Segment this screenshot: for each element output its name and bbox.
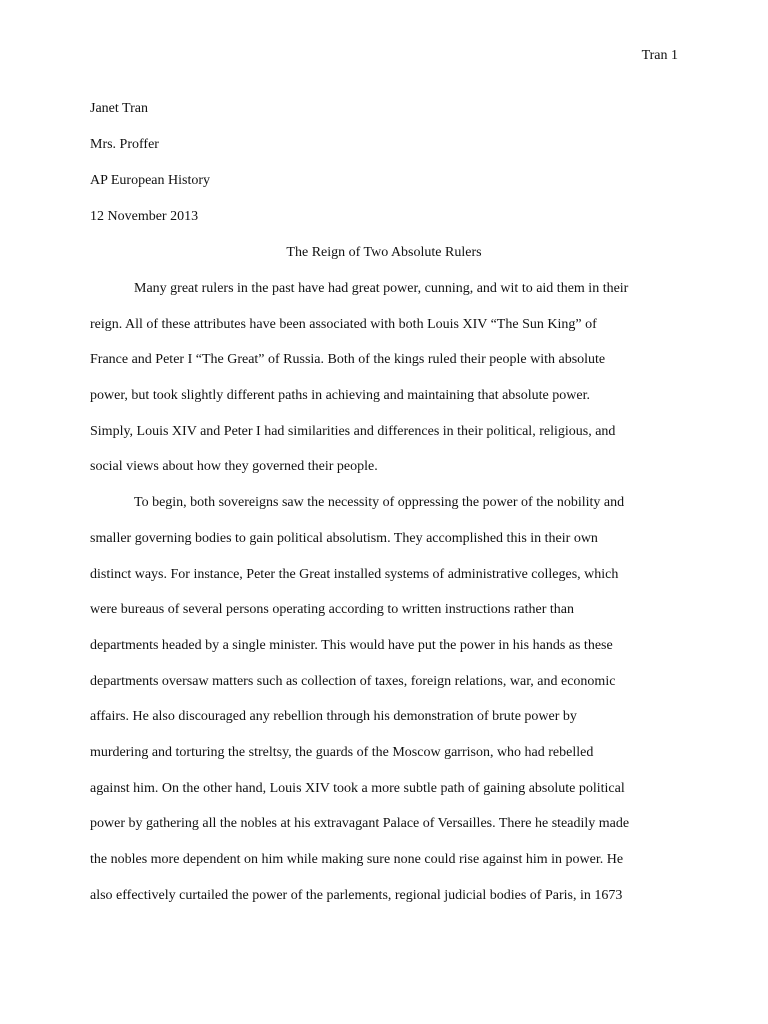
paragraph-line: reign. All of these attributes have been associated with both Louis XIV “The Sun King” of — [90, 316, 597, 332]
essay-title: The Reign of Two Absolute Rulers — [286, 245, 482, 260]
heading-student-name: Janet Tran — [90, 101, 148, 116]
paragraph-line: power by gathering all the nobles at his extravagant Palace of Versailles. There he steadily made — [90, 816, 630, 832]
paragraph-line: departments oversaw matters such as collection of taxes, foreign relations, war, and economic — [90, 673, 616, 689]
paragraph-line: departments headed by a single minister. This would have put the power in his hands as these — [90, 637, 613, 653]
paragraph-line: against him. On the other hand, Louis XIV took a more subtle path of gaining absolute political — [90, 780, 625, 796]
paragraph-2 — [90, 485, 678, 913]
heading-course-name: AP European History — [90, 173, 211, 188]
paragraph-line: were bureaus of several persons operating according to written instructions rather than — [90, 602, 574, 618]
paragraph-line: Many great rulers in the past have had great power, cunning, and wit to aid them in their — [134, 281, 629, 296]
paragraph-line: the nobles more dependent on him while making sure none could rise against him in power. He — [90, 852, 624, 867]
paragraph-line: affairs. He also discouraged any rebellion through his demonstration of brute power by — [90, 709, 577, 725]
document-body — [90, 91, 678, 913]
paragraph-line: distinct ways. For instance, Peter the Great installed systems of administrative colleges, which — [90, 566, 619, 582]
paragraph-1 — [90, 271, 678, 485]
paragraph-line: also effectively curtailed the power of the parlements, regional judicial bodies of Paris, in 1673 — [90, 887, 623, 903]
running-head-page-number: Tran 1 — [641, 48, 678, 63]
paragraph-line: To begin, both sovereigns saw the necessity of oppressing the power of the nobility and — [134, 495, 625, 511]
heading-date: 12 November 2013 — [90, 209, 199, 224]
paragraph-line: Simply, Louis XIV and Peter I had similarities and differences in their political, religious, and — [90, 423, 616, 439]
paragraph-line: murdering and torturing the streltsy, the guards of the Moscow garrison, who had rebelled — [90, 744, 594, 760]
heading-teacher-name: Mrs. Proffer — [90, 137, 159, 152]
paragraph-line: France and Peter I “The Great” of Russia. Both of the kings ruled their people with absolute — [90, 352, 606, 368]
paragraph-line: power, but took slightly different paths in achieving and maintaining that absolute power. — [90, 388, 590, 404]
paragraph-line: social views about how they governed their people. — [90, 459, 378, 475]
paragraph-line: smaller governing bodies to gain political absolutism. They accomplished this in their own — [90, 530, 598, 546]
